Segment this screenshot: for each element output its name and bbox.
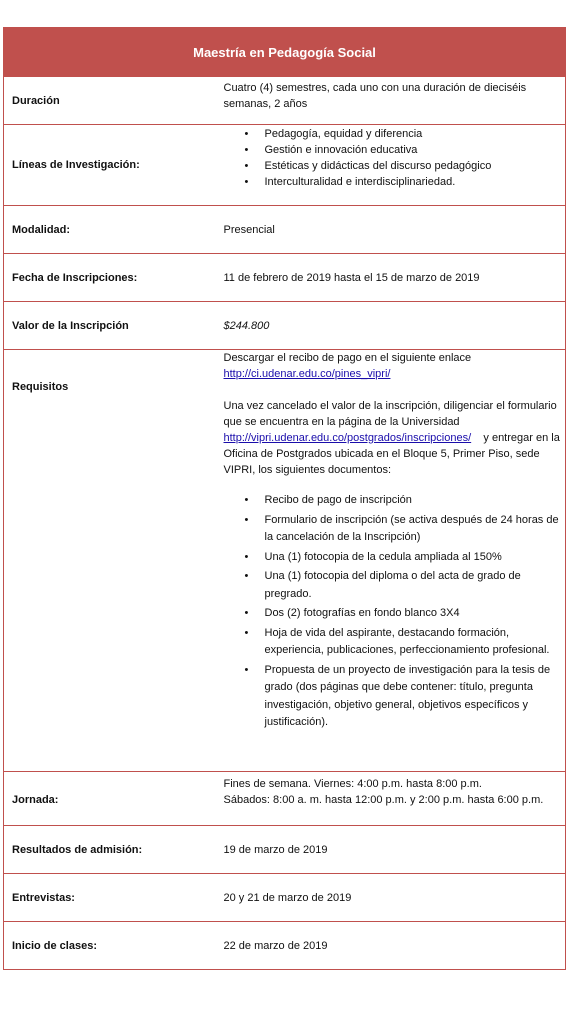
row-requisitos [4, 350, 566, 772]
entrevistas-value: 20 y 21 de marzo de 2019 [217, 874, 566, 922]
paragraph-post: y entregar en la Oficina de Postgrados ubicada en el Bloque 5, Primer Piso, sede VIPRI, los siguientes documentos: [223, 432, 560, 476]
row-fecha [4, 254, 566, 302]
row-jornada [4, 772, 566, 826]
duracion-label: Duración [4, 77, 217, 125]
list-item: • Dos (2) fotografías en fondo blanco 3X4 [265, 605, 563, 623]
fecha-label: Fecha de Inscripciones: [4, 254, 217, 302]
lineas-list [224, 126, 563, 190]
lineas-label: Líneas de Investigación: [4, 125, 217, 206]
jornada-value [217, 772, 566, 826]
jornada-line-2: Sábados: 8:00 a. m. hasta 12:00 p.m. y 2:00 p.m. hasta 6:00 p.m. [223, 794, 544, 806]
jornada-line-1: Fines de semana. Viernes: 4:00 p.m. hasta 8:00 p.m. [223, 778, 482, 790]
inscripciones-link[interactable]: http://vipri.udenar.edu.co/postgrados/inscripciones/ [223, 432, 472, 444]
requisitos-value [217, 350, 566, 772]
list-item: • Hoja de vida del aspirante, destacando formación, experiencia, publicaciones, perfeccionamiento profesional. [265, 625, 563, 660]
fecha-value: 11 de febrero de 2019 hasta el 15 de marzo de 2019 [217, 254, 566, 302]
requisitos-list [224, 492, 563, 732]
list-item: • Una (1) fotocopia de la cedula ampliada al 150% [265, 549, 563, 567]
resultados-value: 19 de marzo de 2019 [217, 826, 566, 874]
row-entrevistas [4, 874, 566, 922]
program-title: Maestría en Pedagogía Social [4, 28, 566, 77]
list-item: • Interculturalidad e interdisciplinariedad. [265, 174, 563, 190]
requisitos-intro: Descargar el recibo de pago en el siguiente enlace [223, 352, 472, 364]
modalidad-label: Modalidad: [4, 206, 217, 254]
valor-label: Valor de la Inscripción [4, 302, 217, 350]
list-item: • Estéticas y didácticas del discurso pedagógico [265, 158, 563, 174]
requisitos-label: Requisitos [4, 350, 217, 772]
requisitos-paragraph [224, 398, 563, 478]
row-valor [4, 302, 566, 350]
list-item: • Pedagogía, equidad y diferencia [265, 126, 563, 142]
lineas-value [217, 125, 566, 206]
entrevistas-label: Entrevistas: [4, 874, 217, 922]
header-row [4, 28, 566, 77]
row-modalidad [4, 206, 566, 254]
resultados-label: Resultados de admisión: [4, 826, 217, 874]
inicio-label: Inicio de clases: [4, 922, 217, 970]
list-item: • Propuesta de un proyecto de investigación para la tesis de grado (dos páginas que debe contener: título, pregunta investigación, objetivo general, objetivos específicos y justificación). [265, 662, 563, 732]
program-info-table-wrapper [3, 27, 565, 970]
duracion-value: Cuatro (4) semestres, cada uno con una duración de dieciséis semanas, 2 años [217, 77, 566, 125]
paragraph-pre: Una vez cancelado el valor de la inscripción, diligenciar el formulario que se encuentra en la página de la Universidad [223, 400, 557, 428]
list-item: • Gestión e innovación educativa [265, 142, 563, 158]
row-duracion [4, 77, 566, 125]
inicio-value: 22 de marzo de 2019 [217, 922, 566, 970]
list-item: • Una (1) fotocopia del diploma o del acta de grado de pregrado. [265, 568, 563, 603]
recibo-link[interactable]: http://ci.udenar.edu.co/pines_vipri/ [223, 368, 391, 380]
valor-value: $244.800 [217, 302, 566, 350]
row-inicio [4, 922, 566, 970]
row-resultados [4, 826, 566, 874]
row-lineas [4, 125, 566, 206]
list-item: • Formulario de inscripción (se activa después de 24 horas de la cancelación de la Inscripción) [265, 512, 563, 547]
program-info-table [3, 27, 566, 970]
modalidad-value: Presencial [217, 206, 566, 254]
jornada-label: Jornada: [4, 772, 217, 826]
list-item: • Recibo de pago de inscripción [265, 492, 563, 510]
